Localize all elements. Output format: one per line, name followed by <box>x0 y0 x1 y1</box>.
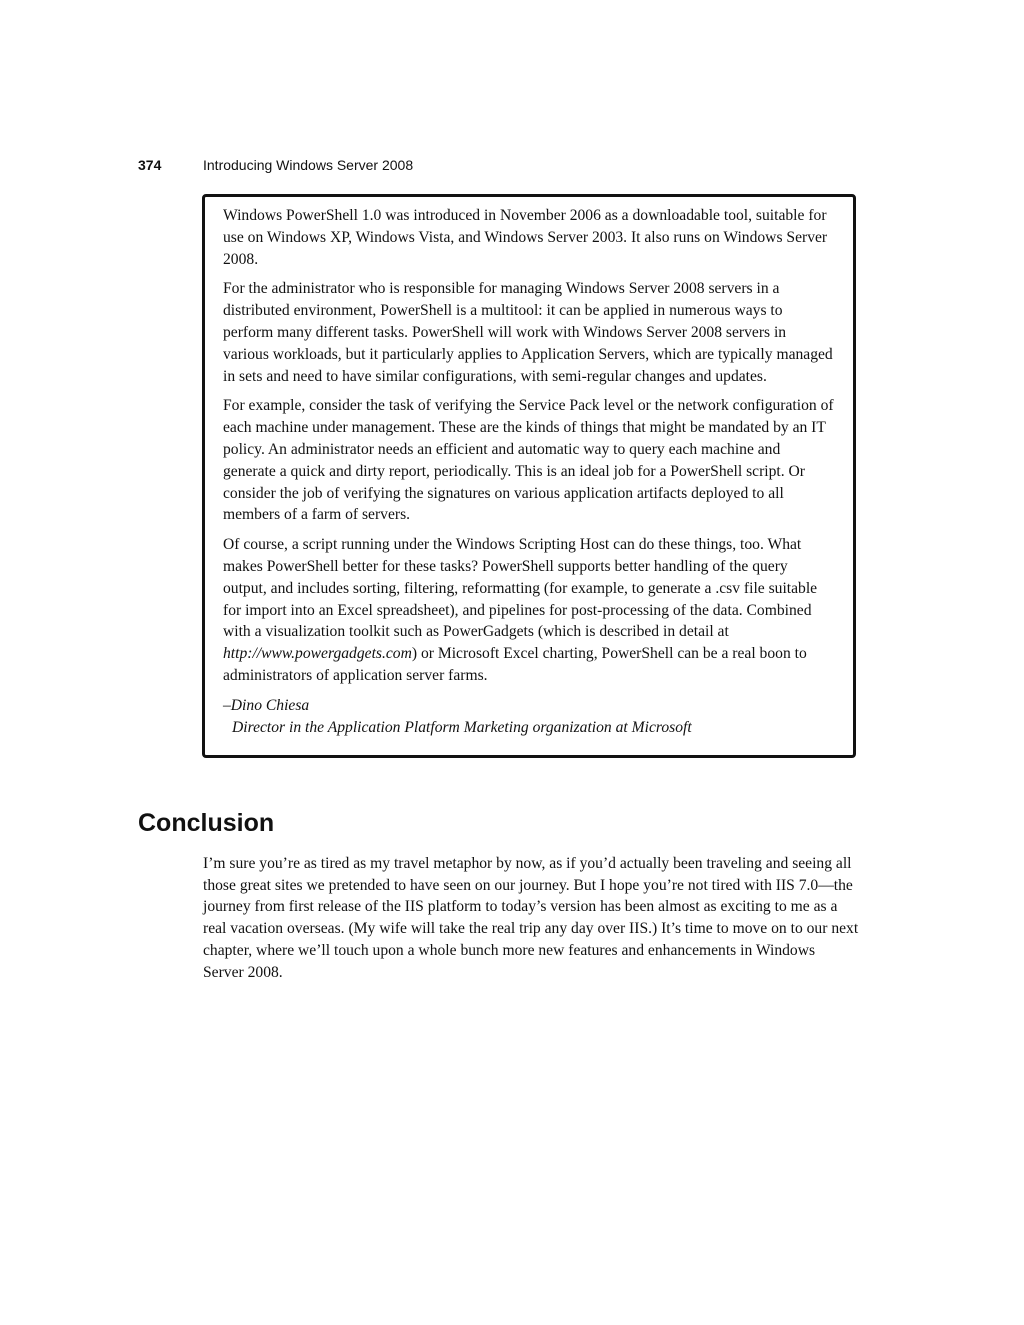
running-header <box>138 156 413 174</box>
conclusion-paragraph: I’m sure you’re as tired as my travel metaphor by now, as if you’d actually been traveling and seeing all those great sites we pretended to have seen on our journey. But I hope you’re not tired with IIS 7.0—the journey from first release of the IIS platform to today’s version has been almost as exciting to me as a real vacation overseas. (My wife will take the real trip any day over IIS.) It’s time to move on to our next chapter, where we’ll touch upon a whole bunch more new features and enhancements in Windows Server 2008. <box>203 855 859 981</box>
sidebar-box <box>202 194 856 758</box>
sidebar-paragraph-1: Windows PowerShell 1.0 was introduced in November 2006 as a downloadable tool, suitable for use on Windows XP, Windows Vista, and Windows Server 2003. It also runs on Windows Server 2008. <box>223 207 828 268</box>
sidebar-paragraph-4-start: Of course, a script running under the Windows Scripting Host can do these things, too. What makes PowerShell better for these tasks? PowerShell supports better handling of the query output, and includes sorting, filtering, reformatting (for example, to generate a .csv file suitable for import into an Excel spreadsheet), and pipelines for post-processing of the data. Combined with a visualization toolkit such as PowerGadgets (which is described in detail at <box>223 536 818 641</box>
sidebar-paragraph-4-end: ) or Microsoft Excel charting, PowerShell can be a real boon to administrators of application server farms. <box>223 645 807 684</box>
powergadgets-link[interactable]: http://www.powergadgets.com <box>223 645 412 663</box>
page-number: 374 <box>138 157 162 173</box>
attribution <box>223 695 835 739</box>
author-role: Director in the Application Platform Marketing organization at Microsoft <box>232 718 692 736</box>
sidebar-paragraph-2: For the administrator who is responsible for managing Windows Server 2008 servers in a distributed environment, PowerShell is a multitool: it can be applied in numerous ways to perform many different tasks. PowerShell will work with Windows Server 2008 servers in various workloads, but it particularly applies to Application Servers, which are typically managed in sets and need to have similar configurations, with semi-regular changes and updates. <box>223 280 833 385</box>
book-title: Introducing Windows Server 2008 <box>203 157 414 173</box>
section-heading-conclusion: Conclusion <box>138 809 275 837</box>
sidebar-paragraph-3: For example, consider the task of verifying the Service Pack level or the network configuration of each machine under management. These are the kinds of things that might be mandated by an IT policy. An administrator needs an efficient and automatic way to query each machine and generate a quick and dirty report, periodically. This is an ideal job for a PowerShell script. Or consider the job of verifying the signatures on various application artifacts deployed to all members of a farm of servers. <box>223 397 834 524</box>
sidebar-paragraph-4 <box>223 534 835 687</box>
author-name: –Dino Chiesa <box>223 696 310 714</box>
